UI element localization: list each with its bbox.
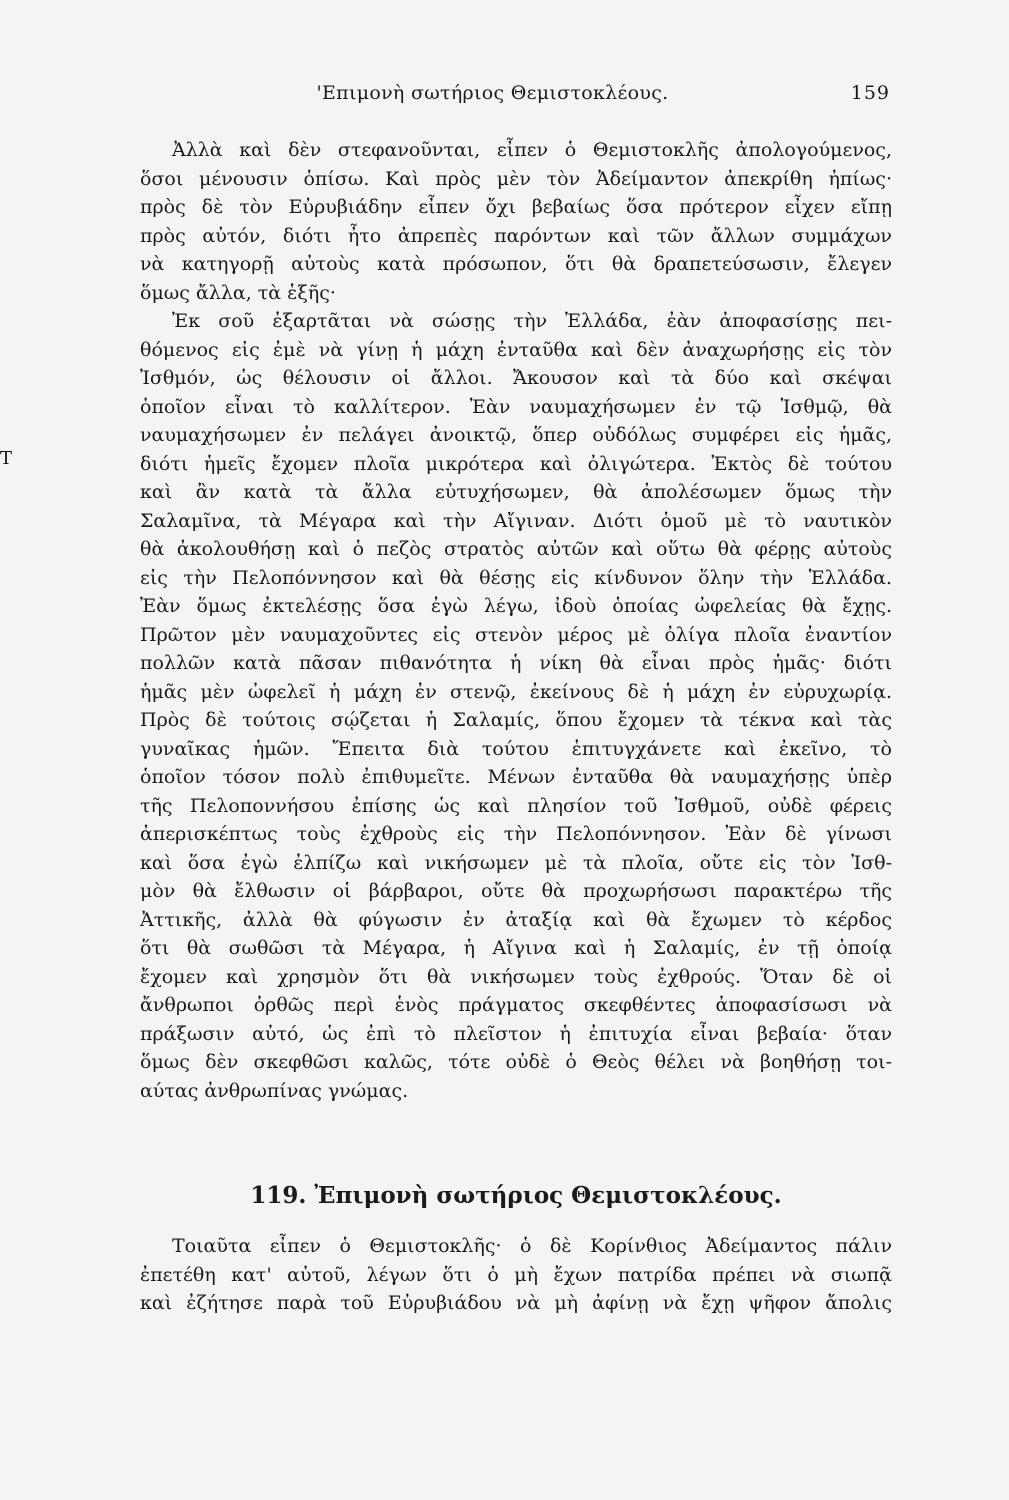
text-line: μὸν θὰ ἔλθωσιν οἱ βάρβαροι, οὔτε θὰ προχωρήσωσι παρακτέρω τῆς — [140, 880, 892, 902]
page-number: 159 — [850, 82, 890, 104]
text-line: ὁποῖον τόσον πολὺ ἐπιθυμεῖτε. Μένων ἐνταῦθα θὰ ναυμαχήσῃς ὑπὲρ — [140, 766, 892, 788]
text-line: ἡμᾶς μὲν ὠφελεῖ ἡ μάχη ἐν στενῷ, ἐκείνους δὲ ἡ μάχη ἐν εὐρυχωρίᾳ. — [140, 680, 892, 703]
running-title: 'Επιμονὴ σωτήριος Θεμιστοκλέους. — [316, 82, 669, 104]
margin-mark: Τ — [0, 448, 13, 469]
text-line: διότι ἡμεῖς ἔχομεν πλοῖα μικρότερα καὶ ὀλιγώτερα. Ἐκτὸς δὲ τούτου — [140, 452, 892, 475]
text-line: πολλῶν κατὰ πᾶσαν πιθανότητα ἡ νίκη θὰ εἶναι πρὸς ἡμᾶς· διότι — [140, 652, 892, 674]
section-number: 119. — [250, 1182, 307, 1209]
section-heading — [140, 1176, 892, 1216]
text-line: αύτας ἀνθρωπίνας γνώμας. — [140, 1079, 409, 1102]
text-line: τῆς Πελοποννήσου ἐπίσης ὡς καὶ πλησίον τοῦ Ἰσθμοῦ, οὐδὲ φέρεις — [140, 794, 892, 817]
text-line: Πρῶτον μὲν ναυμαχοῦντες εἰς στενὸν μέρος μὲ ὀλίγα πλοῖα ἐναντίον — [140, 623, 892, 646]
running-header — [140, 82, 890, 112]
text-line: ὅσοι μένουσιν ὀπίσω. Καὶ πρὸς μὲν τὸν Ἀδείμαντον ἀπεκρίθη ἠπίως· — [140, 167, 892, 190]
section-body — [140, 1232, 892, 1318]
text-line: Σαλαμῖνα, τὰ Μέγαρα καὶ τὴν Αἴγιναν. Διότι ὁμοῦ μὲ τὸ ναυτικὸν — [140, 509, 892, 532]
text-line: ναυμαχήσωμεν ἐν πελάγει ἀνοικτῷ, ὅπερ οὐδόλως συμφέρει εἰς ἡμᾶς, — [140, 424, 892, 446]
text-line: ὅτι θὰ σωθῶσι τὰ Μέγαρα, ἡ Αἴγινα καὶ ἡ Σαλαμίς, ἐν τῇ ὁποίᾳ — [140, 937, 892, 959]
text-line: Ἀττικῆς, ἀλλὰ θὰ φύγωσιν ἐν ἀταξίᾳ καὶ θὰ ἔχωμεν τὸ κέρδος — [140, 908, 892, 931]
text-line: πρὸς δὲ τὸν Εὐρυβιάδην εἶπεν ὄχι βεβαίως ὅσα πρότερον εἶχεν εἴπῃ — [140, 196, 892, 218]
text-line: ὁποῖον εἶναι τὸ καλλίτερον. Ἐὰν ναυμαχήσωμεν ἐν τῷ Ἰσθμῷ, θὰ — [140, 395, 892, 418]
text-line: Τοιαῦτα εἶπεν ὁ Θεμιστοκλῆς· ὁ δὲ Κορίνθιος Ἀδείμαντος πάλιν — [172, 1235, 892, 1257]
text-line: πράξωσιν αὐτό, ὡς ἐπὶ τὸ πλεῖστον ἡ ἐπιτυχία εἶναι βεβαία· ὅταν — [140, 1022, 892, 1045]
text-line: γυναῖκας ἡμῶν. Ἔπειτα διὰ τούτου ἐπιτυγχάνετε καὶ ἐκεῖνο, τὸ — [140, 737, 892, 760]
text-line: ἄνθρωποι ὀρθῶς περὶ ἑνὸς πράγματος σκεφθέντες ἀποφασίσωσι νὰ — [140, 994, 892, 1016]
section-title: Ἐπιμονὴ σωτήριος Θεμιστοκλέους. — [314, 1182, 782, 1209]
text-line: Ἐκ σοῦ ἐξαρτᾶται νὰ σώσῃς τὴν Ἑλλάδα, ἐὰν ἀποφασίσῃς πει- — [172, 310, 892, 332]
text-line: ὅμως ἄλλα, τὰ ἑξῆς· — [140, 281, 336, 304]
text-line: θὰ ἀκολουθήσῃ καὶ ὁ πεζὸς στρατὸς αὐτῶν καὶ οὕτω θὰ φέρῃς αὐτοὺς — [140, 538, 892, 560]
text-line: ἔχομεν καὶ χρησμὸν ὅτι θὰ νικήσωμεν τοὺς ἐχθρούς. Ὅταν δὲ οἱ — [140, 965, 892, 988]
text-line: καὶ ὅσα ἐγὼ ἐλπίζω καὶ νικήσωμεν μὲ τὰ πλοῖα, οὔτε εἰς τὸν Ἰσθ- — [140, 851, 892, 874]
text-line: εἰς τὴν Πελοπόννησον καὶ θὰ θέσῃς εἰς κίνδυνον ὅλην τὴν Ἑλλάδα. — [140, 566, 892, 589]
text-line: Πρὸς δὲ τούτοις σῴζεται ἡ Σαλαμίς, ὅπου ἔχομεν τὰ τέκνα καὶ τὰς — [140, 709, 892, 731]
text-line: Ἐὰν ὅμως ἐκτελέσῃς ὅσα ἐγὼ λέγω, ἰδοὺ ὁποίας ὠφελείας θὰ ἔχῃς. — [140, 595, 892, 617]
text-line: πρὸς αὐτόν, διότι ἦτο ἀπρεπὲς παρόντων καὶ τῶν ἄλλων συμμάχων — [140, 224, 892, 247]
text-line: καὶ ἐζήτησε παρὰ τοῦ Εὐρυβιάδου νὰ μὴ ἀφίνῃ νὰ ἔχῃ ψῆφον ἄπολις — [140, 1292, 892, 1314]
text-line: θόμενος εἰς ἐμὲ νὰ γίνῃ ἡ μάχη ἐνταῦθα καὶ δὲν ἀναχωρήσῃς εἰς τὸν — [140, 338, 892, 361]
text-line: ἀπερισκέπτως τοὺς ἐχθροὺς εἰς τὴν Πελοπόννησον. Ἐὰν δὲ γίνωσι — [140, 823, 892, 845]
text-line: Ἀλλὰ καὶ δὲν στεφανοῦνται, εἶπεν ὁ Θεμιστοκλῆς ἀπολογούμενος, — [172, 139, 892, 161]
text-line: ὅμως δὲν σκεφθῶσι καλῶς, τότε οὐδὲ ὁ Θεὸς θέλει νὰ βοηθήσῃ τοι- — [140, 1051, 892, 1073]
text-line: ἐπετέθη κατ' αὐτοῦ, λέγων ὅτι ὁ μὴ ἔχων πατρίδα πρέπει νὰ σιωπᾷ — [140, 1263, 892, 1286]
text-line: Ἰσθμόν, ὡς θέλουσιν οἱ ἄλλοι. Ἄκουσον καὶ τὰ δύο καὶ σκέψαι — [140, 367, 892, 389]
text-line: καὶ ἂν κατὰ τὰ ἄλλα εὐτυχήσωμεν, θὰ ἀπολέσωμεν ὅμως τὴν — [140, 481, 892, 503]
body-text — [140, 136, 892, 1105]
text-line: νὰ κατηγορῇ αὐτοὺς κατὰ πρόσωπον, ὅτι θὰ δραπετεύσωσιν, ἔλεγεν — [140, 253, 892, 275]
